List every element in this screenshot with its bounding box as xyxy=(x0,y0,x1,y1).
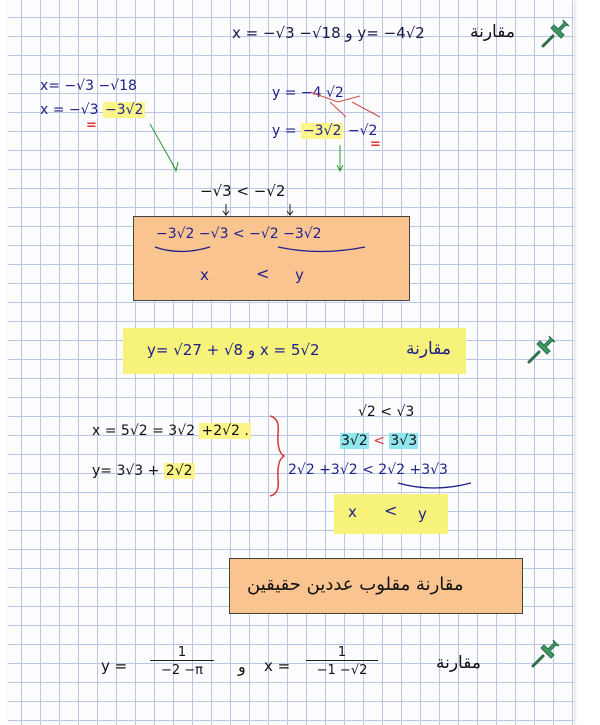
ex1-y-line1: y = −4 √2 xyxy=(272,85,344,101)
ex1-box-line1: −3√2 −√3 < −√2 −3√2 xyxy=(156,226,322,242)
pushpin-icon xyxy=(529,636,563,670)
ex1-title-arabic: مقارنة xyxy=(470,22,515,42)
ex3-title-text: مقارنة مقلوب عددين حقيقين xyxy=(247,574,464,595)
ex2-sum-compare: 2√2 +3√2 < 2√2 +3√3 xyxy=(288,462,448,478)
ex2-underbrace xyxy=(395,479,475,495)
ex1-x-line1: x= −√3 −√18 xyxy=(40,78,137,94)
ex2-x-highlight: +2√2 . xyxy=(201,423,249,439)
ex1-compare-roots: −√3 < −√2 xyxy=(200,182,286,200)
ex2-roots-compare: √2 < √3 xyxy=(358,404,415,420)
ex2-y-highlight: 2√2 xyxy=(165,463,193,479)
ex1-red-mark-right: = xyxy=(370,137,381,152)
ex4-y-fraction: $\frac{1}{-2 -\pi}$ xyxy=(150,645,214,678)
pushpin-icon xyxy=(525,332,559,366)
ex1-box-less-than: < xyxy=(256,264,270,283)
ex1-box-x: x xyxy=(200,266,209,284)
ex1-x-highlight: −3√2 xyxy=(104,102,144,118)
ex2-title-arabic: مقارنة xyxy=(406,339,451,359)
pushpin-icon xyxy=(539,16,573,50)
ex4-x-fraction: $\frac{1}{-1 -√2}$ xyxy=(306,645,378,678)
ex2-x-line: x = 5√2 = 3√2 +2√2 . xyxy=(92,423,249,439)
ex1-y-line2: y = −3√2 −√2 xyxy=(272,123,378,139)
ex4-and: و xyxy=(238,657,246,676)
ex2-red-brace xyxy=(262,414,288,498)
ex4-y-label: y = xyxy=(101,657,128,675)
ex4-title-arabic: مقارنة xyxy=(436,653,481,673)
ex2-scaled-compare: 3√2 < 3√3 xyxy=(341,433,418,449)
ex1-red-mark-left: = xyxy=(86,118,97,133)
ex2-result-x: x xyxy=(348,503,357,521)
ex1-y-highlight: −3√2 xyxy=(302,123,342,139)
ex1-underbraces xyxy=(150,244,380,258)
ex1-title-expression: x = −√3 −√18 و y= −4√2 xyxy=(232,24,425,42)
ex2-result-less-than: < xyxy=(384,501,398,520)
ex2-y-line: y= 3√3 + 2√2 xyxy=(92,463,193,479)
ex1-x-line2: x = −√3 −3√2 xyxy=(40,102,144,118)
ex2-title-expression: y= √27 + √8 و x = 5√2 xyxy=(147,341,320,359)
ex4-x-label: x = xyxy=(264,657,291,675)
ex1-box-y: y xyxy=(295,266,304,284)
ex2-result-y: y xyxy=(418,505,427,523)
